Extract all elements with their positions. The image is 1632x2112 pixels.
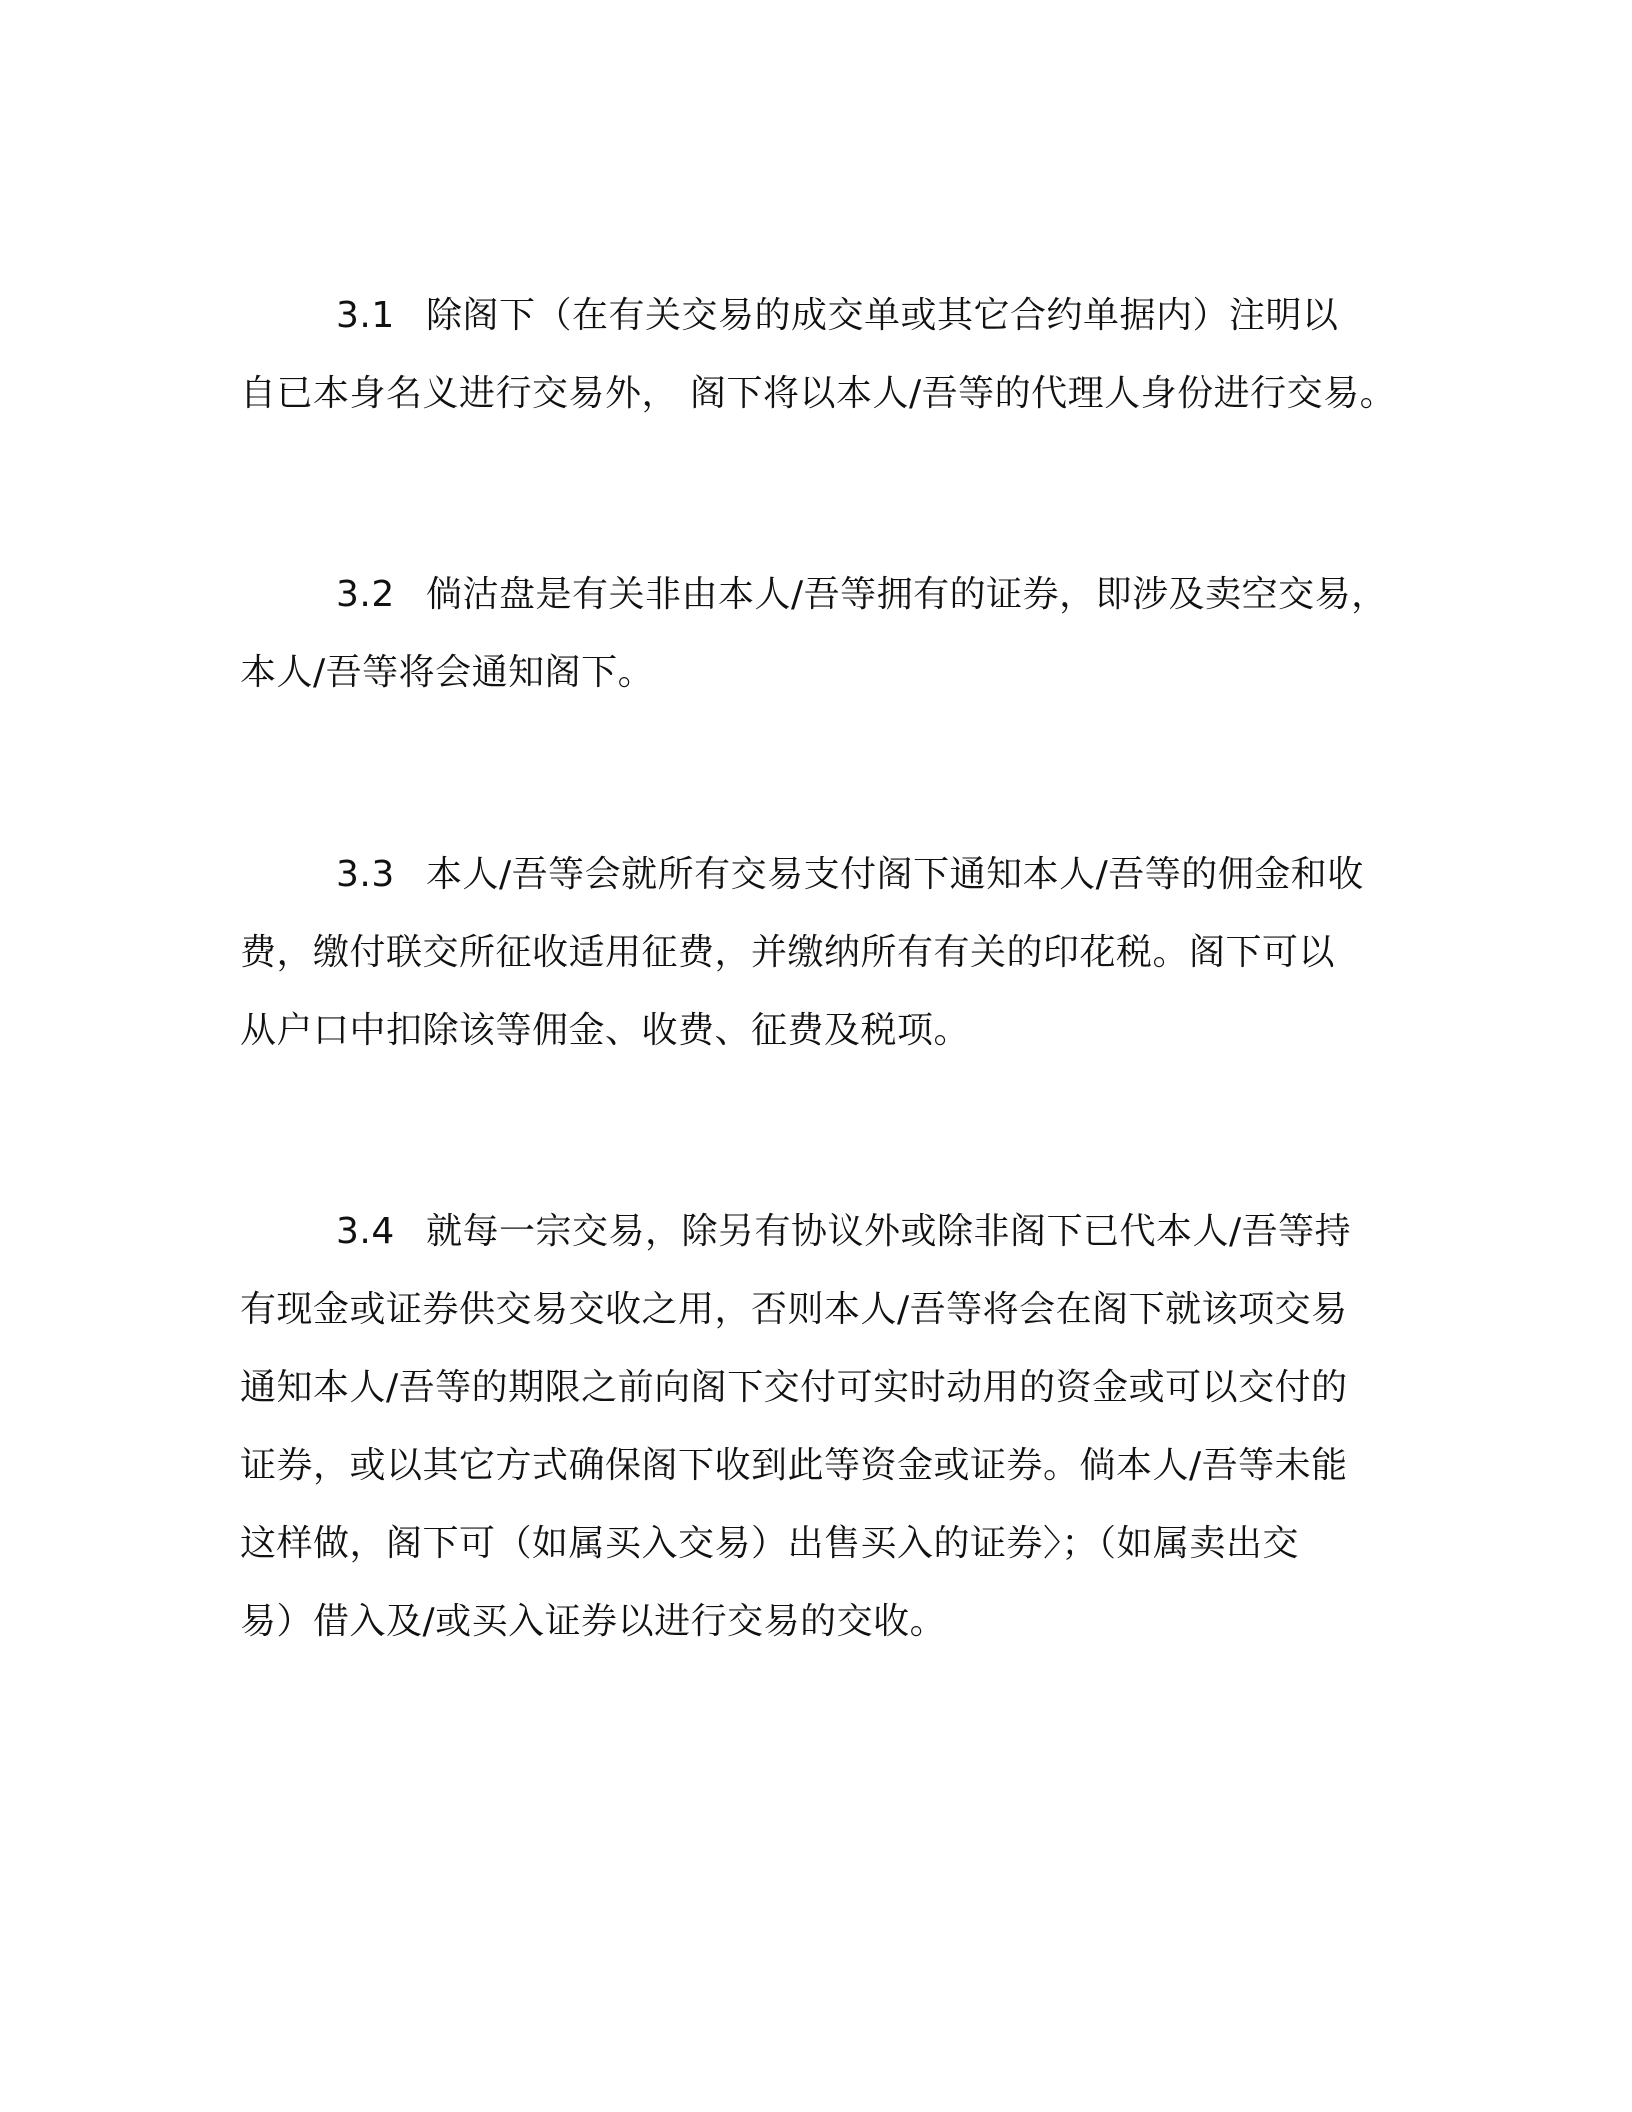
clause-text: 本人/吾等会就所有交易支付阁下通知本人/吾等的佣金和收 [426, 854, 1364, 895]
clause-number: 3.1 [336, 295, 395, 336]
clause-line [240, 556, 1420, 634]
clause-line: 从户口中扣除该等佣金、收费、征费及税项。 [240, 1010, 971, 1051]
clause-line [240, 277, 1420, 355]
clause-line: 费，缴付联交所征收适用征费，并缴纳所有有关的印花税。阁下可以 [240, 932, 1336, 973]
clause-line [240, 836, 1420, 914]
clause-line: 易）借入及/或买入证券以进行交易的交收。 [240, 1601, 947, 1642]
clause-number: 3.3 [336, 854, 395, 895]
clause-line: 有现金或证券供交易交收之用，否则本人/吾等将会在阁下就该项交易 [240, 1289, 1348, 1330]
clause-text: 就每一宗交易，除另有协议外或除非阁下已代本人/吾等持 [426, 1211, 1352, 1252]
clause-line: 自已本身名义进行交易外， 阁下将以本人/吾等的代理人身份进行交易。 [240, 373, 1397, 414]
clause-3-2 [240, 556, 1420, 712]
clause-text: 倘沽盘是有关非由本人/吾等拥有的证券，即涉及卖空交易， [426, 574, 1388, 615]
clause-line: 本人/吾等将会通知阁下。 [240, 652, 655, 693]
clause-line: 这样做，阁下可（如属买入交易）出售买入的证券〉；（如属卖出交 [240, 1523, 1300, 1564]
clause-3-3 [240, 836, 1420, 1070]
clause-number: 3.4 [336, 1211, 395, 1252]
clause-line: 通知本人/吾等的期限之前向阁下交付可实时动用的资金或可以交付的 [240, 1367, 1348, 1408]
clause-3-1 [240, 277, 1420, 433]
clause-line [240, 1193, 1420, 1271]
clause-text: 除阁下（在有关交易的成交单或其它合约单据内）注明以 [426, 295, 1339, 336]
clause-line: 证券，或以其它方式确保阁下收到此等资金或证券。倘本人/吾等未能 [240, 1445, 1348, 1486]
clause-number: 3.2 [336, 574, 395, 615]
clause-3-4 [240, 1193, 1420, 1661]
